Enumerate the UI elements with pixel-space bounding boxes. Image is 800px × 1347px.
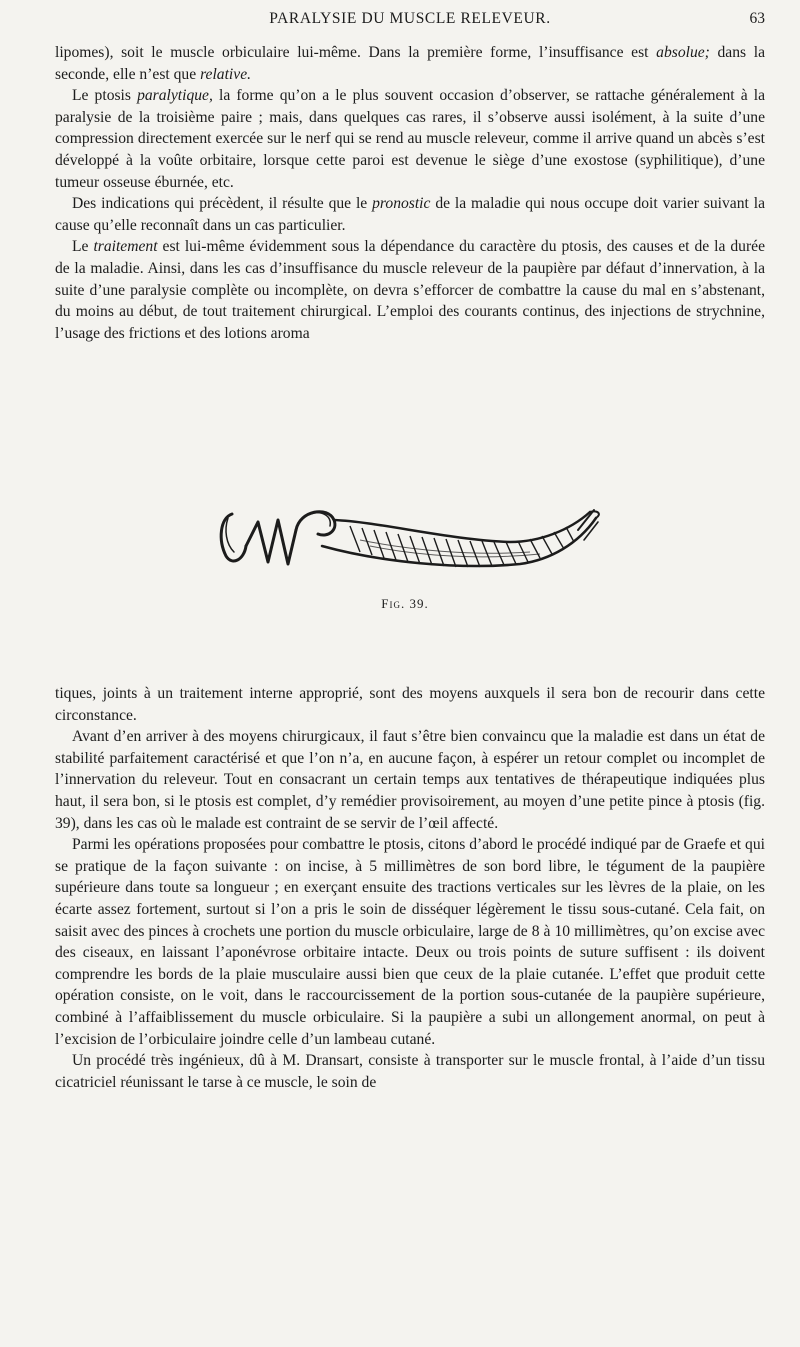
paragraph-p1 — [55, 42, 765, 85]
paragraph-p5 — [55, 683, 765, 726]
figure-caption: Fig. 39. — [381, 596, 429, 611]
emphasis-text: relative. — [200, 65, 252, 83]
page-number: 63 — [749, 10, 765, 27]
paragraph-p6 — [55, 726, 765, 834]
ptosis-pince-drawing — [210, 500, 600, 590]
paragraph-p7 — [55, 834, 765, 1050]
page-header — [55, 10, 765, 34]
text-block-bottom — [55, 683, 765, 1093]
body-text: la forme qu’on a le plus souvent occasion d’observer, se rattache généralement à la paralysie de la troisième paire ; mais, dans quelques cas rares, il s’observe aussi isolément, à la suite d’une compression directement exercée sur le nerf qui se rend au muscle releveur, comme il arrive quand un abcès s’est développé à la voûte orbitaire, lorsque cette paroi est devenue le siège d’une exostose (syphilitique), d’une tumeur osseuse éburnée, etc. — [55, 87, 766, 191]
body-text: dans la seconde, elle n’est que — [55, 44, 765, 83]
paragraph-p3 — [55, 193, 765, 236]
body-text: lipomes), soit le muscle orbiculaire lui-même. Dans la première forme, l’insuffisance est — [55, 44, 657, 61]
running-head: PARALYSIE DU MUSCLE RELEVEUR. — [269, 10, 551, 27]
body-text: tiques, joints à un traitement interne approprié, sont des moyens auxquels il sera bon de recourir dans cette circonstance. — [55, 685, 765, 724]
body-text: Le ptosis — [72, 87, 138, 105]
upper-loop — [296, 512, 335, 535]
body-text: Le — [72, 238, 94, 256]
emphasis-text: traitement — [93, 238, 158, 256]
figure-39 — [210, 500, 600, 620]
emphasis-text: pronostic — [372, 195, 431, 213]
spring-zigzag — [246, 520, 296, 564]
paddle-upper-edge — [334, 512, 590, 542]
body-text: Parmi les opérations proposées pour combattre le ptosis, citons d’abord le procédé indiqué par de Graefe et qui se pratique de la façon suivante : on incise, à 5 millimètres de son bord libre, le tégument de la paupière supérieure dans toute sa longueur ; en exerçant ensuite des tractions verticales sur les lèvres de la plaie, on les écarte assez fortement, surtout si l’on a pris le soin de disséquer légèrement le tissu sous-cutané. Cela fait, on saisit avec des pinces à crochets une portion du muscle orbiculaire, large de 8 à 10 millimètres, qu’on excise avec des ciseaux, en laissant l’aponévrose orbitaire intacte. Deux ou trois points de suture suffisent : ils doivent comprendre les bords de la plaie musculaire aussi bien que ceux de la plaie cutanée. L’effet que produit cette opération consiste, on le voit, dans le raccourcissement de la portion sous-cutanée de la paupière supérieure, combiné à l’affaiblissement du muscle orbiculaire. Si la paupière a subi un allongement anormal, on peut à l’excision de l’orbiculaire joindre celle d’un lambeau cutané. — [55, 836, 765, 1048]
paragraph-p8 — [55, 1050, 765, 1093]
body-text: Un procédé très ingénieux, dû à M. Dransart, consiste à transporter sur le muscle frontal, à l’aide d’un tissu cicatriciel réunissant le tarse à ce muscle, le soin de — [55, 1052, 765, 1091]
body-text: est lui-même évidemment sous la dépendance du caractère du ptosis, des causes et de la durée de la maladie. Ainsi, dans les cas d’insuffisance du muscle releveur de la paupière par défaut d’innervation, à la suite d’une paralysie complète ou incomplète, on devra s’efforcer de combattre la cause du mal en s’abstenant, du moins au début, de tout traitement chirurgical. L’emploi des courants continus, des injections de strychnine, l’usage des frictions et des lotions aroma — [55, 238, 765, 342]
body-text: Avant d’en arriver à des moyens chirurgicaux, il faut s’être bien convaincu que la maladie est dans un état de stabilité parfaitement caractérisé et que l’on n’a, en aucune façon, à espérer un retour complet ou incomplet de l’innervation du releveur. Tout en consacrant un certain temps aux tentatives de thérapeutique indiquées plus haut, il sera bon, si le ptosis est complet, d’y remédier provisoirement, au moyen d’une petite pince à ptosis (fig. 39), dans les cas où le malade est contraint de se servir de l’œil affecté. — [55, 728, 765, 832]
emphasis-text: paralytique, — [137, 87, 213, 105]
text-block-top — [55, 42, 765, 344]
body-text: de la maladie qui nous occupe doit varier suivant la cause qu’elle reconnaît dans un cas particulier. — [55, 195, 765, 234]
body-text: Des indications qui précèdent, il résulte que le — [72, 195, 373, 213]
paragraph-p4 — [55, 236, 765, 344]
emphasis-text: absolue; — [656, 44, 710, 61]
clip-ring-left — [221, 514, 246, 561]
paragraph-p2 — [55, 85, 765, 193]
paddle-hatching — [350, 526, 574, 567]
